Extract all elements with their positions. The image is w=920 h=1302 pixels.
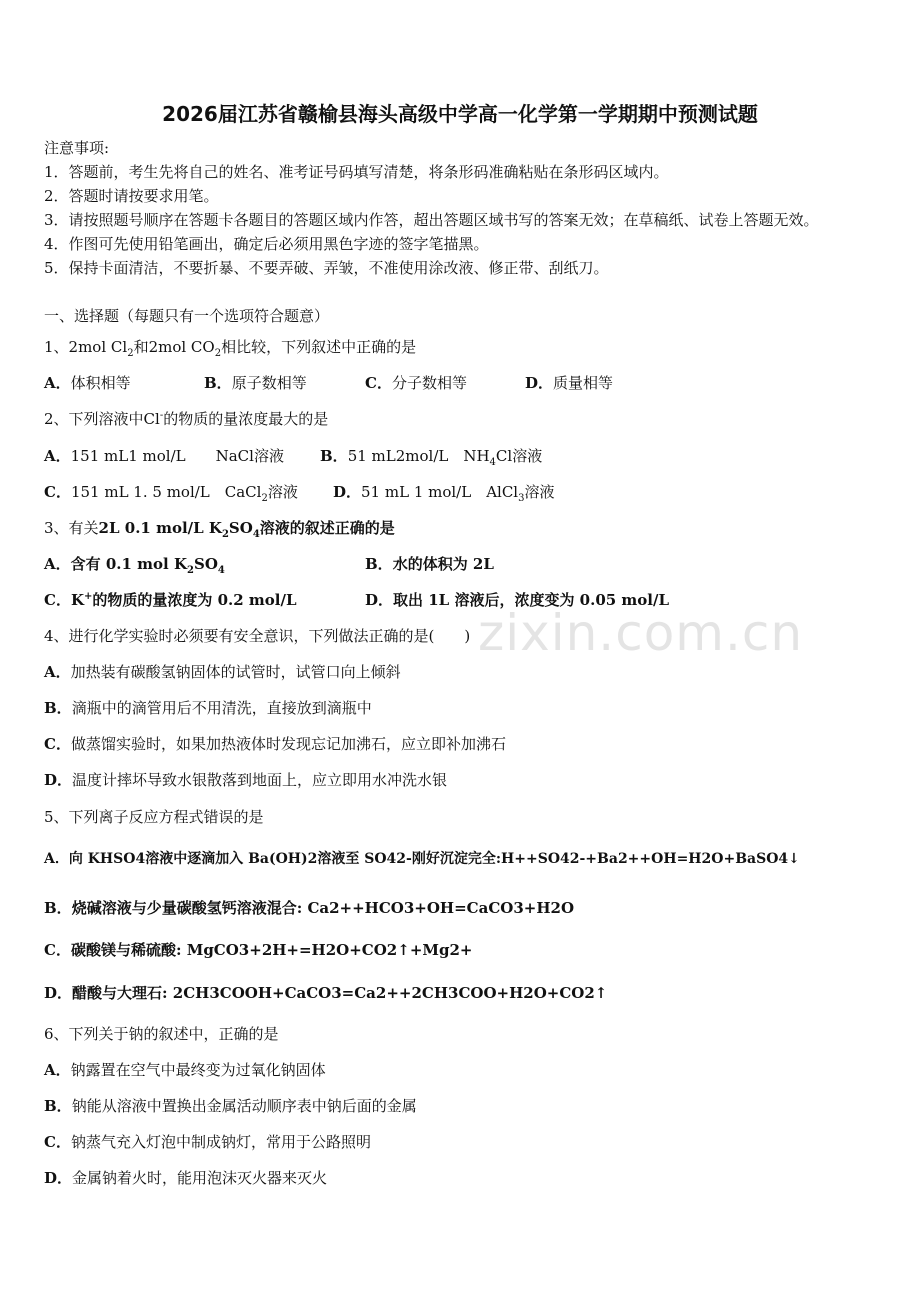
question-6-stem: 6、下列关于钠的叙述中，正确的是: [44, 1025, 279, 1043]
option-a: A．含有 0.1 mol $K_2SO_4$: [44, 555, 225, 576]
watermark: zixin.com.cn: [478, 604, 804, 662]
option-b: B．烧碱溶液与少量碳酸氢钙溶液混合: Ca2++HCO3+OH=CaCO3+H2O: [44, 899, 575, 917]
option-b: B．水的体积为 2L: [365, 555, 494, 573]
notice-item: 1．答题前，考生先将自己的姓名、准考证号码填写清楚，将条形码准确粘贴在条形码区域内。: [44, 163, 669, 181]
option-a: A．钠露置在空气中最终变为过氧化钠固体: [44, 1061, 326, 1079]
question-2-stem: 2、下列溶液中Cl-的物质的量浓度最大的是: [44, 410, 329, 428]
option-d: D．51 mL 1 mol/L AlCl$_3$溶液: [333, 483, 555, 504]
option-c: C．碳酸镁与稀硫酸: MgCO3+2H+=H2O+CO2↑+Mg2+: [44, 941, 473, 959]
notice-item: 4．作图可先使用铅笔画出，确定后必须用黑色字迹的签字笔描黑。: [44, 235, 489, 253]
question-3-stem: 3、有关2L 0.1 mol/L $K_2SO_4$溶液的叙述正确的是: [44, 519, 395, 540]
option-a: A．151 mL1 mol/L NaCl溶液: [44, 447, 284, 465]
notice-item: 5．保持卡面清洁，不要折暴、不要弄破、弄皱，不准使用涂改液、修正带、刮纸刀。: [44, 259, 609, 277]
option-a: A．向 KHSO4溶液中逐滴加入 Ba(OH)2溶液至 SO42-刚好沉淀完全:H++SO42-+Ba2++OH=H2O+BaSO4↓: [44, 851, 800, 867]
option-b: B．钠能从溶液中置换出金属活动顺序表中钠后面的金属: [44, 1097, 417, 1115]
option-c: C．钠蒸气充入灯泡中制成钠灯，常用于公路照明: [44, 1133, 371, 1151]
notice-item: 2．答题时请按要求用笔。: [44, 187, 219, 205]
page-title: 2026届江苏省赣榆县海头高级中学高一化学第一学期期中预测试题: [162, 102, 758, 126]
question-1-stem: 1、2mol $Cl_2$和2mol $CO_2$相比较，下列叙述中正确的是: [44, 338, 417, 359]
option-d: D．醋酸与大理石: 2CH3COOH+CaCO3=Ca2++2CH3COO+H2O+CO2↑: [44, 984, 608, 1002]
option-c: C．分子数相等: [365, 374, 467, 392]
option-c: C．做蒸馏实验时，如果加热液体时发现忘记加沸石，应立即补加沸石: [44, 735, 506, 753]
option-c: C．K+的物质的量浓度为 0.2 mol/L: [44, 591, 297, 609]
option-d: D．金属钠着火时，能用泡沫灭火器来灭火: [44, 1169, 328, 1187]
option-a: A．加热装有碳酸氢钠固体的试管时，试管口向上倾斜: [44, 663, 401, 681]
option-d: D．质量相等: [525, 374, 614, 392]
notice-item: 3．请按照题号顺序在答题卡各题目的答题区域内作答，超出答题区域书写的答案无效；在草稿纸、试卷上答题无效。: [44, 211, 819, 229]
question-4-stem: 4、进行化学实验时必须要有安全意识，下列做法正确的是( ): [44, 627, 471, 645]
option-b: B．原子数相等: [204, 374, 307, 392]
option-d: D．温度计摔坏导致水银散落到地面上，应立即用水冲洗水银: [44, 771, 448, 789]
option-a: A．体积相等: [44, 374, 131, 392]
notice-heading: 注意事项:: [44, 139, 110, 157]
section-heading: 一、选择题（每题只有一个选项符合题意）: [44, 307, 330, 325]
option-c: C．151 mL 1. 5 mol/L CaCl$_2$溶液: [44, 483, 298, 504]
question-5-stem: 5、下列离子反应方程式错误的是: [44, 808, 264, 826]
option-b: B．51 mL2mol/L $NH_4Cl$溶液: [320, 447, 543, 468]
option-d: D．取出 1L 溶液后，浓度变为 0.05 mol/L: [365, 591, 670, 609]
option-b: B．滴瓶中的滴管用后不用清洗，直接放到滴瓶中: [44, 699, 372, 717]
